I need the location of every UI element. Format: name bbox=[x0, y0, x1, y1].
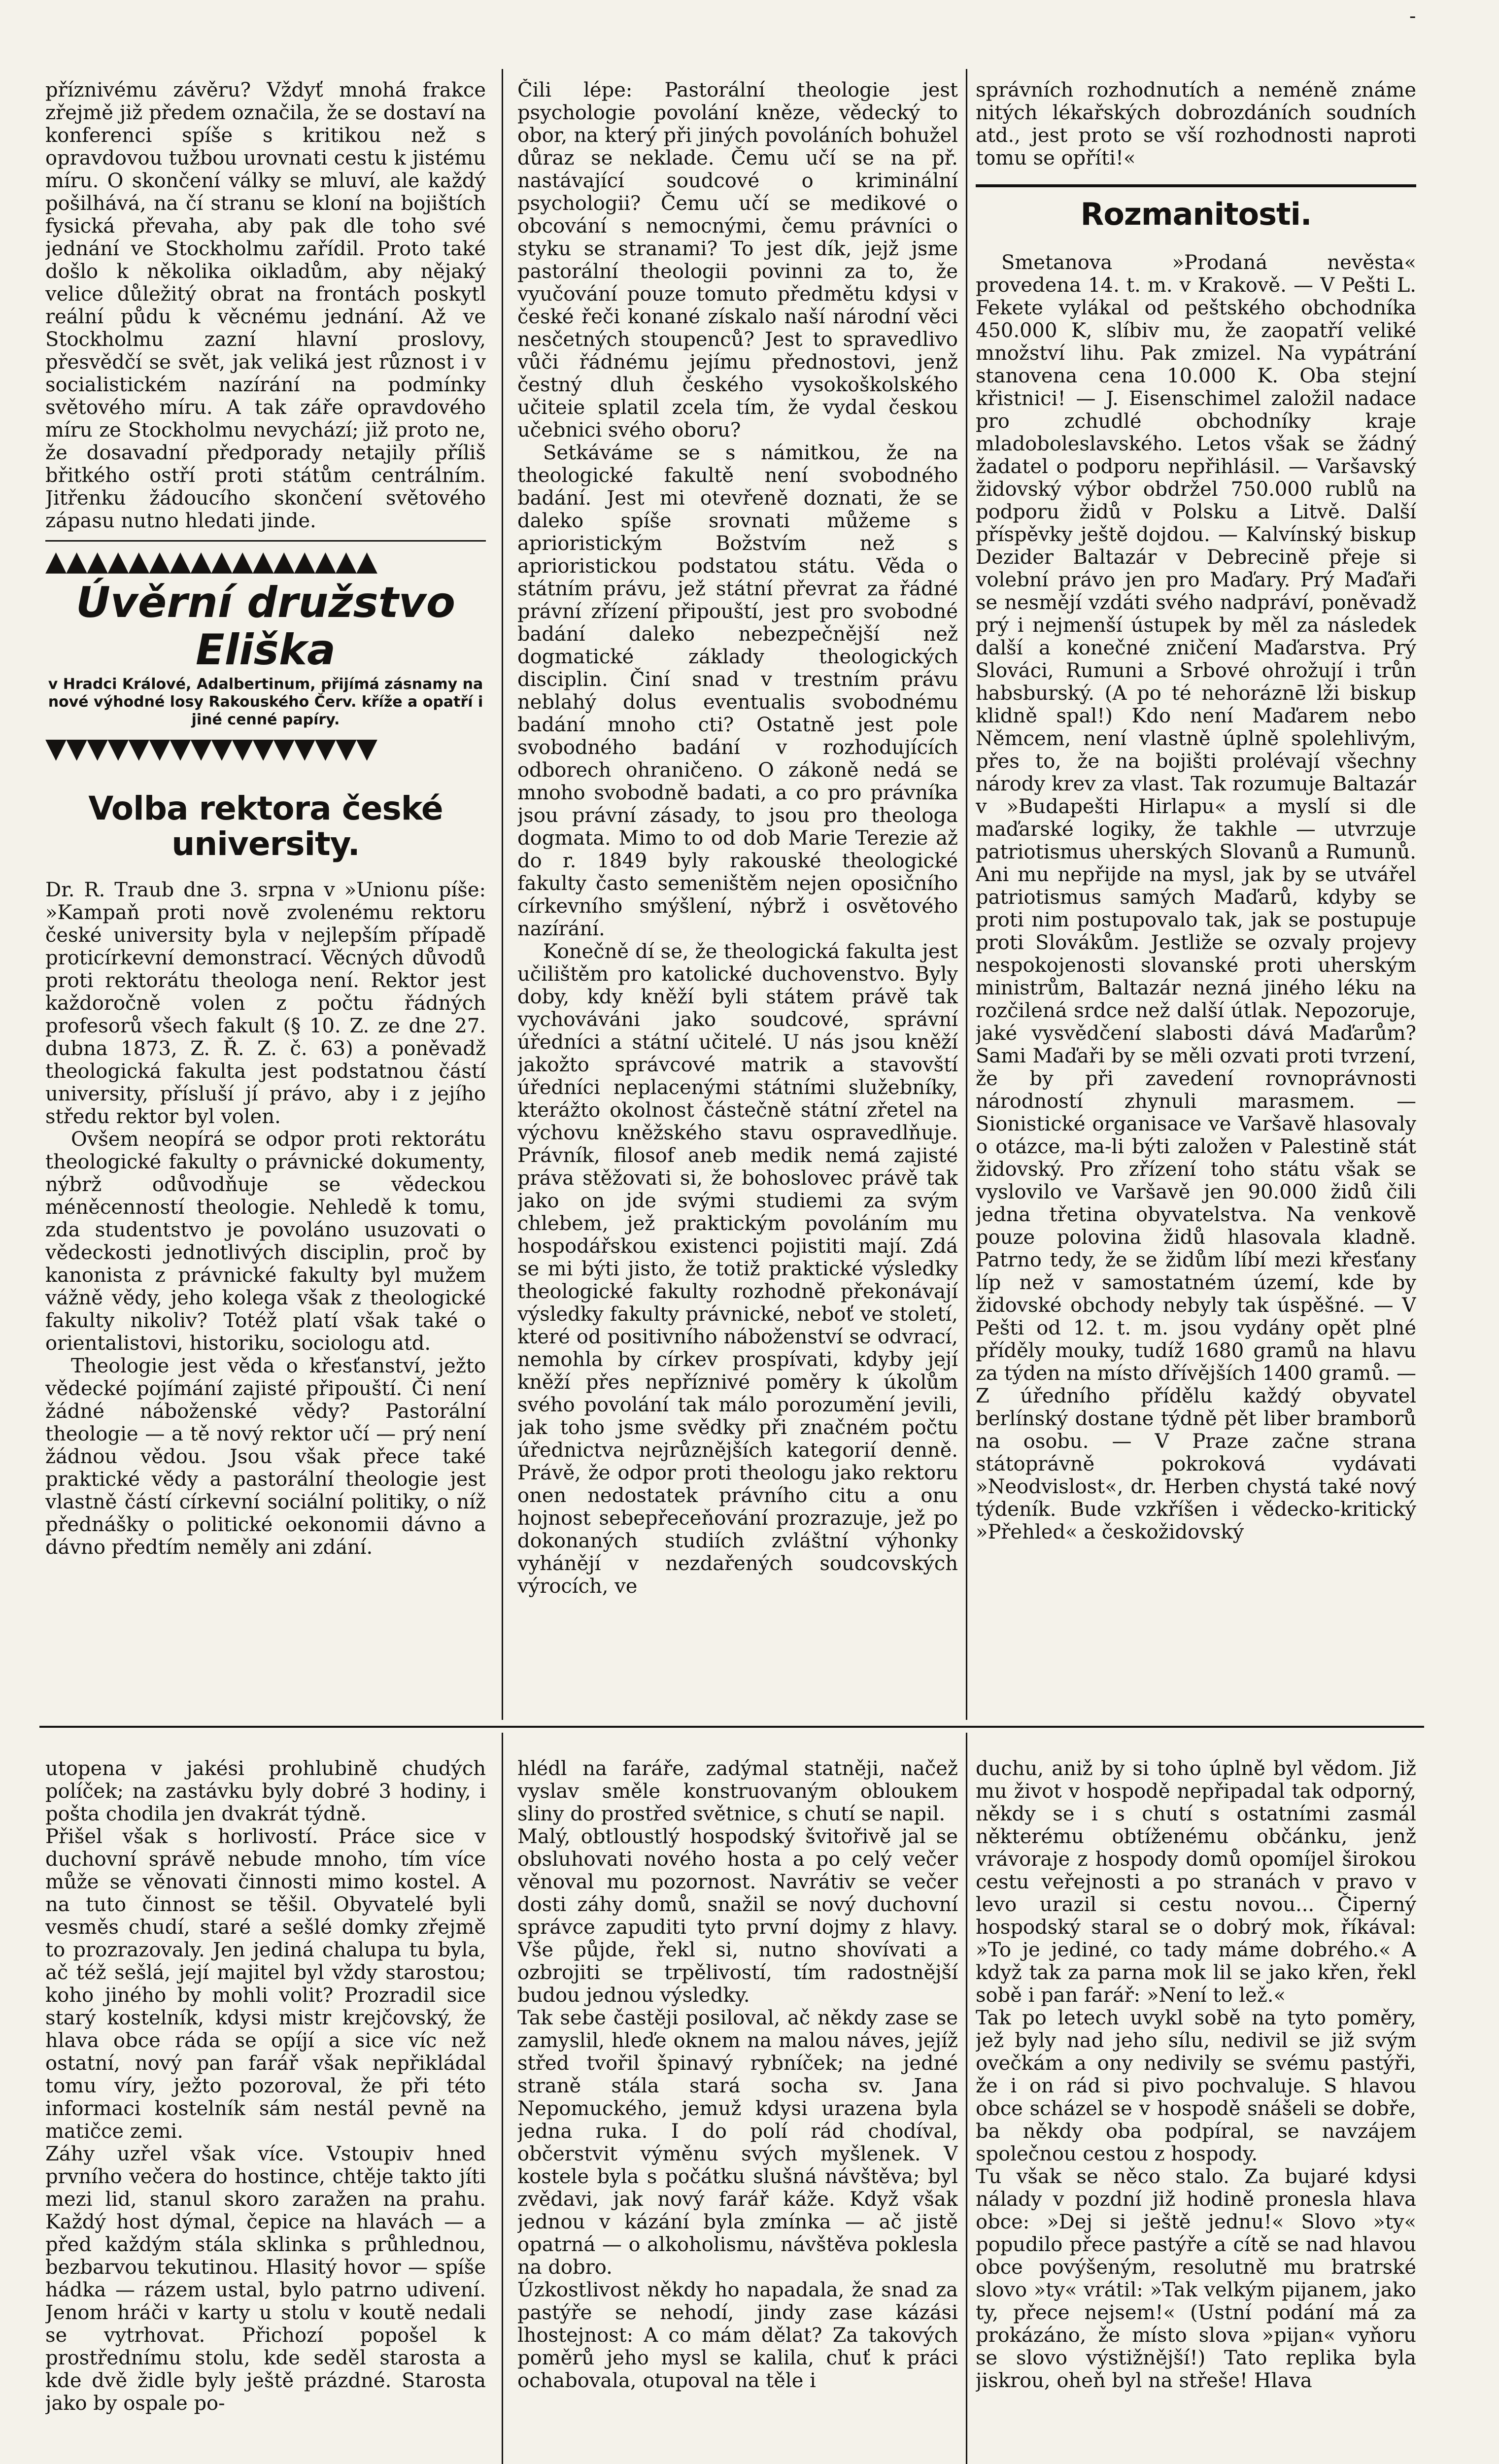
article-title-rektor: Volba rektora české university. bbox=[88, 789, 443, 863]
col2-paragraph-1: Čili lépe: Pastorální theologie jest psychologie povolání kněze, vědecký to obor, na který při jiných povoláních bohužel důraz se neklade. Čemu učí se na př. nastávající soudcové o kriminální psychologii? Čemu učí se medikové o obcování s nemocnými, čemu právníci o styku se stranami? To jest dík, jejž jsme pastorální theologii povinni za to, že vyučování pouze tomuto předmětu kdysi v české řeči konané získalo naší národní věci nesčetných stoupenců? Jest to spravedlivo vůči řádnému jejímu přednostovi, jenž čestný dluh českého vysokoškolského učiteie splatil zcela tím, že vydal českou učebnici svého oboru? bbox=[517, 79, 958, 442]
column-divider-2 bbox=[966, 69, 967, 1720]
article-paragraph-2: Ovšem neopírá se odpor proti rektorátu theologické fakulty o právnické dokumenty, nýbrž odůvodňuje se vědeckou méněcenností theologie. Nehledě k tomu, zda studentstvo je povoláno usuzovati o vědeckosti jednotlivých disciplin, proč by kanonista z právnické fakulty byl mužem vážně vědy, jeho kolega však z theologické fakulty nikoliv? Totéž platí však také o orientalistovi, historiku, sociologu atd. bbox=[45, 1128, 486, 1355]
feuilleton-column-3 bbox=[976, 1735, 1416, 2464]
article-body-rektor bbox=[45, 879, 486, 1559]
article-paragraph-1: Dr. R. Traub dne 3. srpna v »Unionu píše: »Kampaň proti nově zvolenému rektoru české university byla v nejlepším případě proticírkevní demonstrací. Věcných důvodů proti rektorátu theologa není. Rektor jest každoročně volen z počtu řádných profesorů všech fakult (§ 10. Z. ze dne 27. dubna 1873, Z. Ř. Z. č. 63) a poněvadž theologická fakulta jest podstatnou částí university, přísluší jí právo, aby i z jejího středu rektor byl volen. bbox=[45, 879, 486, 1128]
triangle-border-bottom bbox=[45, 734, 486, 763]
col1-intro-text: příznivému závěru? Vždyť mnohá frakce zřejmě již předem označila, že se dostaví na konferenci spíše s kritikou než s opravdovou tužbou urovnati cestu k jistému míru. O skončení války se mluví, ale každý pošilhává, na čí stranu se kloní na bojištích fysická převaha, aby pak dle toho své jednání ve Stockholmu zařídil. Proto také došlo k několika oikladům, aby nějaký velice důležitý obrat na frontách poskytl reální půdu k věcnému jednání. Až ve Stockholmu zazní hlavní proslovy, přesvědčí se svět, jak veliká jest různost i v socialistickém nazírání na podmínky světového míru. A tak záře opravdového míru ze Stockholmu nevychází; již proto ne, že dosavadní předporady netajily příliš břitkého ostří proti státům centrálním. Jitřenku žádoucího skončení světového zápasu nutno hledati jinde. bbox=[45, 79, 486, 532]
feuilleton-column-2 bbox=[517, 1735, 958, 2464]
feuilleton-text-2: hlédl na faráře, zadýmal statněji, načež vyslav směle konstruovaným obloukem sliny do prostřed světnice, s chutí se napil. Malý, obtloustlý hospodský švitořivě jal se obsluhovati nového hosta a po celý večer věnoval mu pozornost. Navrátiv se večer dosti záhy domů, snažil se nový duchovní správce zapuditi tyto první dojmy z hlavy. Vše půjde, řekl si, nutno shovívati a ozbrojiti se trpělivostí, tím radostnější budou jednou výsledky. Tak sebe častěji posiloval, ač někdy zase se zamyslil, hleďe oknem na malou náves, jejíž střed tvořil špinavý rybníček; na jedné straně stála stará socha sv. Jana Nepomuckého, jemuž kdysi urazena byla jedna ruka. I do polí rád chodíval, občerstvit výměnu svých myšlenek. V kostele byla s počátku slušná návštěva; byl zvědavi, jak nový farář káže. Když však jednou v kázání byla zmínka — ač jistě opatrná — o alkoholismu, návštěva poklesla na dobro. Úzkostlivost někdy ho napadala, že snad za pastýře se nehodí, jindy zase kázási lhostejnost: A co mám dělat? Za takových poměrů jeho mysl se kalila, chuť k práci ochabovala, otupoval na těle i bbox=[517, 1757, 958, 2392]
rule-before-rozmanitosti bbox=[976, 184, 1416, 187]
triangles-up: ▲▲▲▲▲▲▲▲▲▲▲▲▲▲▲▲ bbox=[45, 545, 377, 577]
rule-before-ad bbox=[45, 540, 486, 542]
ad-title: Úvěrní družstvo Eliška bbox=[76, 578, 455, 675]
feuilleton-column-1 bbox=[45, 1735, 486, 2464]
section-title-rozmanitosti: Rozmanitosti. bbox=[1080, 196, 1312, 232]
page-marker: - bbox=[1409, 5, 1416, 28]
col3-intro-text: správních rozhodnutích a neméně známe nitých lékařských dobrozdáních soudních atd., jest proto se vší rozhodnosti naproti tomu se opříti!« bbox=[976, 79, 1416, 170]
feuilleton-divider-1 bbox=[502, 1733, 503, 2464]
column-3-top bbox=[976, 79, 1416, 1720]
column-divider-1 bbox=[502, 69, 503, 1720]
triangle-border-top bbox=[45, 547, 486, 576]
feuilleton-divider bbox=[39, 1726, 1424, 1728]
feuilleton-divider-2 bbox=[966, 1733, 967, 2464]
feuilleton-text-3: duchu, aniž by si toho úplně byl vědom. Již mu život v hospodě nepřipadal tak odporný, někdy se i s chutí s ostatními zasmál některému obtíženému občánku, jenž vrávoraje z hospody domů opomíjel širokou cestu veřejnosti a po stranách v pravo v levo urazil si cestu novou... Čiperný hospodský staral se o dobrý mok, říkával: »To je jediné, co tady máme dobrého.« A když tak za parna mok lil se jako křen, řekl sobě i pan farář: »Není to lež.« Tak po letech uvykl sobě na tyto poměry, jež byly nad jeho sílu, nedivil se již svým ovečkám a ony nedivily se svému pastýři, že i on rád si pivo pochvaluje. S hlavou obce scházel se v hospodě snášeli se dobře, ba někdy oba podpíral, se navzájem společnou cestou z hospody. Tu však se něco stalo. Za bujaré kdysi nálady v pozdní již hodině pronesla hlava obce: »Dej si ještě jednu!« Slovo »ty« popudilo přece pastýře a cítě se nad hlavou obce povýšeným, resolutně mu bratrské slovo »ty« vrátil: »Tak velkým pijanem, jako ty, přece nejsem!« (Ustní podání má za prokázáno, že místo slova »pijan« vyňoru se slovo výstižnější!) Tato replika byla jiskrou, oheň byl na střeše! Hlava bbox=[976, 1757, 1416, 2392]
col2-paragraph-3: Konečně dí se, že theologická fakulta jest učilištěm pro katolické duchovenstvo. Byly doby, kdy kněží byli státem právě tak vychováváni jako soudcové, správní úředníci a státní učitelé. U nás jsou kněží jakožto správcové matrik a stavovští úředníci neplacenými státními služebníky, kterážto okolnost částečně státní zřetel na výchovu kněžského stavu ospravedlňuje. Právník, filosof aneb medik nemá zajisté práva stěžovati si, že bohoslovec právě tak jako on jde svými studiemi za svým chlebem, jež praktickým povoláním mu hospodářskou existenci pojistiti mají. Zdá se mi býti jisto, že totiž praktické výsledky theologické fakulty rozhodně překonávají výsledky fakulty právnické, neboť ve století, které od positivního náboženství se odvrací, nemohla by církev prospívati, kdyby její kněží přes nepříznivé poměry k úkolům svého povolání tak málo porozumění jevili, jak toho jsme svědky při značném počtu úřednictva nejrůznějších kategorií denně. Právě, že odpor proti theologu jako rektoru onen nedostatek právního citu a onu hojnost sebepřeceňování prozrazuje, jež po dokonaných studiích zvláštní výhonky vyhánějí v nezdařených soudcovských výrocích, ve bbox=[517, 940, 958, 1598]
feuilleton-text-1: utopena v jakési prohlubině chudých políček; na zastávku byly dobré 3 hodiny, i pošta chodila jen dvakrát týdně. Přišel však s horlivostí. Práce sice v duchovní správě nebude mnoho, tím více může se věnovati činnosti mimo kostel. A na tuto činnost se těšil. Obyvatelé byli vesměs chudí, staré a sešlé domky zřejmě to prozrazovaly. Jen jediná chalupa tu byla, ač též sešlá, její majitel byl vždy starostou; koho jiného by mohli volit? Prozradil sice starý kostelník, kdysi mistr krejčovský, že hlava obce ráda se opíjí a sice víc než ostatní, nový pan farář však nepřikládal tomu víry, ježto pozoroval, že při této informaci kostelník sám nestál pevně na matičce zemi. Záhy uzřel však více. Vstoupiv hned prvního večera do hostince, chtěje takto jíti mezi lid, stanul skoro zaražen na prahu. Každý host dýmal, čepice na hlavách — a před každým stála sklinka s průhlednou, bezbarvou tekutinou. Hlasitý hovor — spíše hádka — rázem ustal, bylo patrno udivení. Jenom hráči v karty u stolu v koutě nedali se vytrhovat. Přichozí popošel k prostřednímu stolu, kde seděl starosta a kde dvě židle byly ještě prázdné. Starosta jako by ospale po- bbox=[45, 1757, 486, 2415]
advertisement-box bbox=[45, 547, 486, 763]
article-paragraph-3: Theologie jest věda o křesťanství, ježto vědecké pojímání zajisté připouští. Či není žádné náboženské vědy? Pastorální theologie — a tě nový rektor učí — prý není žádnou vědou. Jsou však přece také praktické vědy a pastorální theologie jest vlastně částí církevní sociální politiky, o níž přednášky o politické oekonomii dávno a dávno předtím neměly ani zdání. bbox=[45, 1355, 486, 1559]
column-1-top bbox=[45, 79, 486, 1720]
col3-paragraph-1: Smetanova »Prodaná nevěsta« provedena 14. t. m. v Krakově. — V Pešti L. Fekete vylákal od peštského obchodníka 450.000 K, slíbiv mu, že zaopatří veliké množství lihu. Pak zmizel. Na vypátrání stanovena cena 10.000 K. Oba stejní křistnici! — J. Eisenschimel založil nadace pro zchudlé obchodníky kraje mladoboleslavského. Letos však se žádný žadatel o podporu nepřihlásil. — Varšavský židovský výbor obdržel 750.000 rublů na podporu židů v Polsku a Litvě. Další příspěvky ještě dojdou. — Kalvínský biskup Dezider Baltazár v Debrecině přeje si volební právo jen pro Maďary. Prý Maďaři se nesmějí vzdáti svého nadpráví, poněvadž prý i nejmenší ústupek by měl za následek další a konečné zničení Maďarstva. Prý Slováci, Rumuni a Srbové ohrožují i trůn habsburský. (A po té nehoráznē lži biskup klidně spal!) Kdo není Maďarem nebo Němcem, není vlastně úplně spolehlivým, přes to, že na bojišti prolévají všechny národy krev za vlast. Tak rozumuje Baltazár v »Budapešti Hirlapu« a myslí si dle maďarské logiky, že takhle — utvrzuje patriotismus uherských Slovanů a Rumunů. Ani mu nepřijde na mysl, jak by se utvářel patriotismus samých Maďarů, kdyby se proti nim postupovalo tak, jak se postupuje proti Slovákům. Jestliže se ozvaly projevy nespokojenosti slovanské proti uherským ministrům, Baltazár nezná jiného léku na rozčilená srdce než další útlak. Nepozoruje, jaké vysvědčení slabosti dává Maďarům? Sami Maďaři by se měli ozvati proti tvrzení, že by při zavedení rovnoprávnosti národností zhynuli marasmem. — Sionistické organisace ve Varšavě hlasovaly o otázce, ma-li býti založen v Palestině stát židovský. Pro zřízení toho státu však se vyslovilo ve Varšavě jen 90.000 židů čili jedna třetina obyvatelstva. Na venkově pouze polovina židů hlasovala kladně. Patrno tedy, že se židům líbí mezi křesťany líp než v samostatném území, kde by židovské obchody nebyly tak úspěšné. — V Pešti od 12. t. m. jsou vydány opět plné příděly mouky, tudíž 1680 gramů na hlavu za týden na místo dřívějších 1400 gramů. — Z úředního přídělu každý obyvatel berlínský dostane týdně pět liber bramborů na osobu. — V Praze začne strana státoprávně pokroková vydávati »Neodvislost«, dr. Herben chystá také nový týdeník. Bude vzkříšen i vědecko-kritický »Přehled« a českožidovský bbox=[976, 251, 1416, 1543]
col2-paragraph-2: Setkáváme se s námitkou, že na theologické fakultě není svobodného badání. Jest mi otevřeně doznati, že se daleko spíše srovnati můžeme s aprioristickým Božstvím než s aprioristickou podstatou státu. Věda o státním právu, jež státní převrat za řádné právní zřízení připouští, jest pro svobodné badání daleko nebezpečnější než dogmatické základy theologických disciplin. Činí snad v trestním právu neblahý dolus eventualis svobodnému badání mnoho cti? Ostatně jest pole svobodného badání v rozhodujících odborech ohraničeno. O zákoně nedá se mnoho svobodně badati, a co pro právníka jsou právní zásady, to jsou pro theologa dogmata. Mimo to od dob Marie Terezie až do r. 1849 byly rakouské theologické fakulty často semeništěm nejen oposičního církevního smýšlení, nýbrž i osvětového nazírání. bbox=[517, 442, 958, 940]
column-2-top bbox=[517, 79, 958, 1720]
ad-text: v Hradci Králové, Adalbertinum, přijímá zásnamy na nové výhodné losy Rakouského Červ. kříže a opatří i jiné cenné papíry. bbox=[48, 676, 483, 728]
triangles-down: ▼▼▼▼▼▼▼▼▼▼▼▼▼▼▼▼ bbox=[45, 732, 377, 764]
